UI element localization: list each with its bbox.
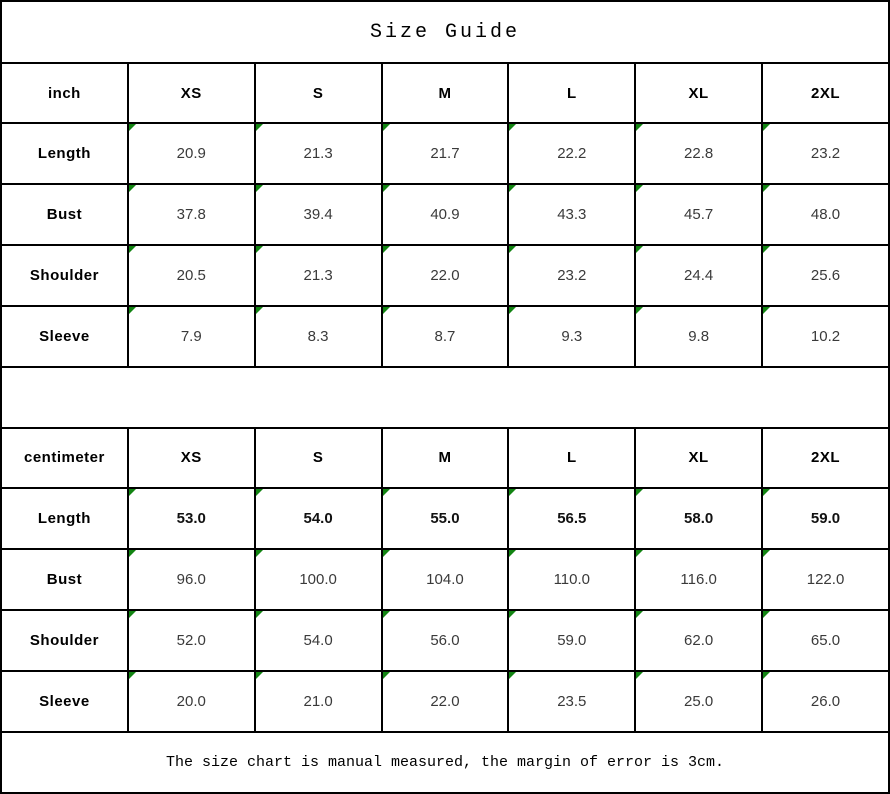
value-cell: 58.0 xyxy=(635,488,762,549)
value-cell: 48.0 xyxy=(762,184,889,245)
value-cell: 8.3 xyxy=(255,306,382,367)
inch_table-row-bust xyxy=(1,184,889,245)
row-label-length: Length xyxy=(1,123,128,184)
value-cell: 59.0 xyxy=(508,610,635,671)
footer-row xyxy=(1,732,889,793)
value-cell: 53.0 xyxy=(128,488,255,549)
cm_table-row-shoulder xyxy=(1,610,889,671)
value-cell: 25.6 xyxy=(762,245,889,306)
value-cell: 20.9 xyxy=(128,123,255,184)
size-header-s: S xyxy=(255,63,382,123)
value-cell: 10.2 xyxy=(762,306,889,367)
value-cell: 39.4 xyxy=(255,184,382,245)
row-label-sleeve: Sleeve xyxy=(1,306,128,367)
inch_table-unit-label: inch xyxy=(1,63,128,123)
value-cell: 23.2 xyxy=(508,245,635,306)
size-header-xs: XS xyxy=(128,63,255,123)
separator-cell xyxy=(1,367,889,427)
page-title: Size Guide xyxy=(1,1,889,63)
value-cell: 104.0 xyxy=(382,549,509,610)
value-cell: 9.3 xyxy=(508,306,635,367)
value-cell: 59.0 xyxy=(762,488,889,549)
row-label-shoulder: Shoulder xyxy=(1,245,128,306)
value-cell: 52.0 xyxy=(128,610,255,671)
size-header-2xl: 2XL xyxy=(762,63,889,123)
cm_table-row-bust xyxy=(1,549,889,610)
value-cell: 21.3 xyxy=(255,245,382,306)
value-cell: 65.0 xyxy=(762,610,889,671)
size-header-2xl: 2XL xyxy=(762,428,889,488)
value-cell: 45.7 xyxy=(635,184,762,245)
value-cell: 40.9 xyxy=(382,184,509,245)
value-cell: 22.8 xyxy=(635,123,762,184)
centimeter-table-section xyxy=(1,428,889,732)
row-label-shoulder: Shoulder xyxy=(1,610,128,671)
value-cell: 37.8 xyxy=(128,184,255,245)
size-header-l: L xyxy=(508,63,635,123)
value-cell: 55.0 xyxy=(382,488,509,549)
row-label-bust: Bust xyxy=(1,549,128,610)
value-cell: 96.0 xyxy=(128,549,255,610)
value-cell: 23.2 xyxy=(762,123,889,184)
cm_table-header-row xyxy=(1,428,889,488)
title-row xyxy=(1,1,889,63)
value-cell: 116.0 xyxy=(635,549,762,610)
inch_table-row-sleeve xyxy=(1,306,889,367)
value-cell: 22.0 xyxy=(382,671,509,732)
footer-note: The size chart is manual measured, the margin of error is 3cm. xyxy=(1,732,889,793)
cm_table-row-length xyxy=(1,488,889,549)
size-header-m: M xyxy=(382,428,509,488)
inch_table-header-row xyxy=(1,63,889,123)
inch_table-row-length xyxy=(1,123,889,184)
value-cell: 26.0 xyxy=(762,671,889,732)
value-cell: 22.0 xyxy=(382,245,509,306)
separator-row xyxy=(1,367,889,427)
row-label-sleeve: Sleeve xyxy=(1,671,128,732)
size-header-xs: XS xyxy=(128,428,255,488)
size-header-xl: XL xyxy=(635,63,762,123)
value-cell: 122.0 xyxy=(762,549,889,610)
cm_table-row-sleeve xyxy=(1,671,889,732)
value-cell: 23.5 xyxy=(508,671,635,732)
value-cell: 54.0 xyxy=(255,488,382,549)
value-cell: 22.2 xyxy=(508,123,635,184)
value-cell: 100.0 xyxy=(255,549,382,610)
size-header-m: M xyxy=(382,63,509,123)
value-cell: 9.8 xyxy=(635,306,762,367)
value-cell: 24.4 xyxy=(635,245,762,306)
inch_table-row-shoulder xyxy=(1,245,889,306)
cm_table-unit-label: centimeter xyxy=(1,428,128,488)
value-cell: 43.3 xyxy=(508,184,635,245)
value-cell: 25.0 xyxy=(635,671,762,732)
row-label-bust: Bust xyxy=(1,184,128,245)
value-cell: 7.9 xyxy=(128,306,255,367)
value-cell: 21.7 xyxy=(382,123,509,184)
size-header-s: S xyxy=(255,428,382,488)
value-cell: 21.3 xyxy=(255,123,382,184)
size-header-l: L xyxy=(508,428,635,488)
value-cell: 110.0 xyxy=(508,549,635,610)
value-cell: 20.0 xyxy=(128,671,255,732)
value-cell: 8.7 xyxy=(382,306,509,367)
value-cell: 62.0 xyxy=(635,610,762,671)
value-cell: 21.0 xyxy=(255,671,382,732)
value-cell: 56.5 xyxy=(508,488,635,549)
inch-table-section xyxy=(1,63,889,367)
row-label-length: Length xyxy=(1,488,128,549)
value-cell: 54.0 xyxy=(255,610,382,671)
size-header-xl: XL xyxy=(635,428,762,488)
value-cell: 56.0 xyxy=(382,610,509,671)
value-cell: 20.5 xyxy=(128,245,255,306)
